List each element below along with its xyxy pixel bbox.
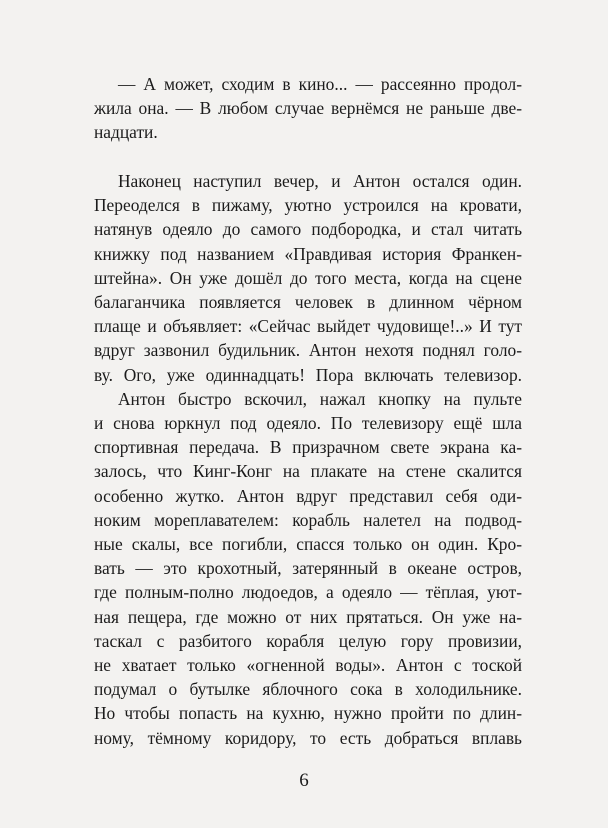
text-line: надцати. xyxy=(94,122,158,143)
text-line: подумал о бутылке яблочного сока в холодильнике. xyxy=(94,679,522,700)
text-line: особенно жутко. Антон вдруг представил себя оди- xyxy=(94,485,522,506)
page-number: 6 xyxy=(299,770,309,791)
text-line: ву. Ого, уже одиннадцать! Пора включать телевизор. xyxy=(94,364,522,385)
text-line: плаще и объявляет: «Сейчас выйдет чудовище!..» И тут xyxy=(94,316,522,337)
text-line: спортивная передача. В призрачном свете экрана ка- xyxy=(94,437,522,458)
text-line: жила она. — В любом случае вернёмся не раньше две- xyxy=(94,98,522,119)
text-line: штейна». Он уже дошёл до того места, когда на сцене xyxy=(94,267,522,288)
text-line: натянув одеяло до самого подбородка, и стал читать xyxy=(94,219,522,240)
text-line: ноким мореплавателем: корабль налетел на подвод- xyxy=(94,509,522,530)
text-line: вдруг зазвонил будильник. Антон нехотя поднял голо- xyxy=(94,340,522,361)
text-line: вать — это крохотный, затерянный в океане остров, xyxy=(94,558,522,579)
text-line: ному, тёмному коридору, то есть добраться вплавь xyxy=(94,727,522,748)
text-line: таскал с разбитого корабля целую гору провизии, xyxy=(94,630,522,651)
text-line: где полным-полно людоедов, а одеяло — тёплая, уют- xyxy=(94,582,522,603)
text-line: и снова юркнул под одеяло. По телевизору ещё шла xyxy=(94,413,522,434)
text-line: Переоделся в пижаму, уютно устроился на кровати, xyxy=(94,195,522,216)
text-line: Антон быстро вскочил, нажал кнопку на пульте xyxy=(118,388,522,409)
text-line: не хватает только «огненной воды». Антон с тоской xyxy=(94,655,522,676)
paragraph-dialogue xyxy=(94,72,522,145)
text-line: залось, что Кинг-Конг на плакате на стене скалится xyxy=(94,461,522,482)
text-line: ная пещера, где можно от них прятаться. Он уже на- xyxy=(94,606,522,627)
text-line: балаганчика появляется человек в длинном чёрном xyxy=(94,292,522,313)
paragraph-evening xyxy=(94,169,522,750)
text-line: ные скалы, все погибли, спасся только он один. Кро- xyxy=(94,534,522,555)
text-line: — А может, сходим в кино... — рассеянно продол- xyxy=(118,74,522,94)
text-line: книжку под названием «Правдивая история Франкен- xyxy=(94,243,522,264)
text-line: Наконец наступил вечер, и Антон остался один. xyxy=(118,171,522,191)
text-line: Но чтобы попасть на кухню, нужно пройти по длин- xyxy=(94,703,522,724)
